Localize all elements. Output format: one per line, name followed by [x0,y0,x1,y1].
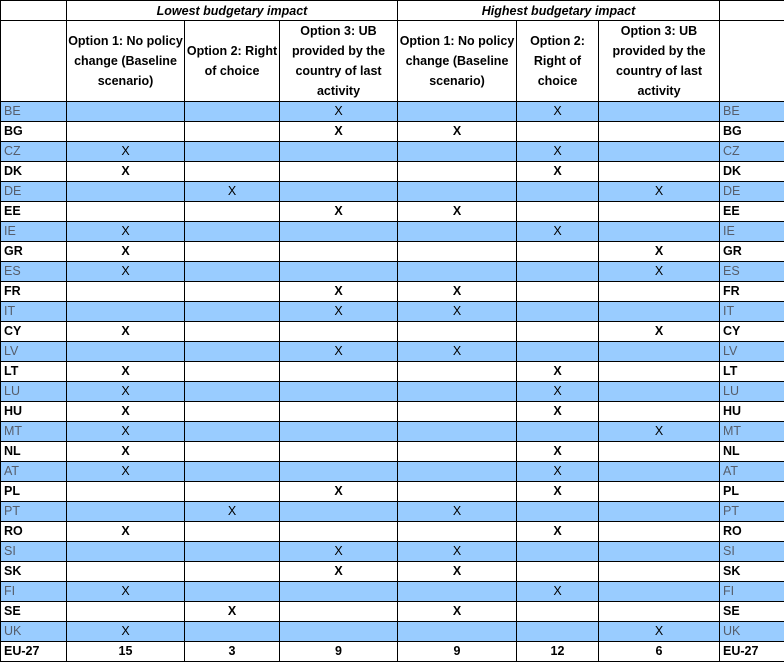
header-high-option-1: Option 1: No policy change (Baseline scenario) [398,21,517,102]
country-code-right: IT [720,302,784,322]
high-option-2-cell: X [517,462,599,482]
country-code-right: NL [720,442,784,462]
high-option-1-cell [398,242,517,262]
high-option-2-cell [517,342,599,362]
table-row [1,282,784,302]
corner-cell-right [720,1,784,21]
table-body [1,102,784,662]
high-option-2-cell: X [517,162,599,182]
low-option-3-cell [280,222,398,242]
country-code-left: SE [1,602,67,622]
high-option-2-cell: X [517,482,599,502]
high-option-2-cell [517,242,599,262]
high-option-2-cell: X [517,362,599,382]
low-option-2-cell [185,222,280,242]
low-option-2-cell: X [185,602,280,622]
high-option-3-cell [599,522,720,542]
low-option-1-cell: X [67,382,185,402]
low-option-2-cell [185,462,280,482]
table-row [1,102,784,122]
high-option-3-cell [599,542,720,562]
low-option-3-cell [280,442,398,462]
low-option-1-cell [67,182,185,202]
high-option-3-cell [599,502,720,522]
high-option-1-cell: X [398,342,517,362]
high-option-1-cell: X [398,122,517,142]
high-option-1-cell [398,442,517,462]
table-row [1,182,784,202]
high-option-2-cell: X [517,142,599,162]
header-high-option-2: Option 2: Right of choice [517,21,599,102]
table-row [1,622,784,642]
high-option-3-cell: X [599,182,720,202]
country-code-left: IT [1,302,67,322]
low-option-3-cell: X [280,542,398,562]
corner-cell-left [1,1,67,21]
low-option-1-cell [67,542,185,562]
country-code-right: ES [720,262,784,282]
high-option-3-cell: X [599,422,720,442]
low-option-1-cell: X [67,422,185,442]
high-option-2-cell: X [517,522,599,542]
country-code-left: FR [1,282,67,302]
high-option-1-cell [398,262,517,282]
low-option-1-cell [67,482,185,502]
low-option-2-cell [185,322,280,342]
table-row [1,582,784,602]
high-option-1-cell: X [398,202,517,222]
high-option-2-cell [517,502,599,522]
low-option-2-cell [185,422,280,442]
high-option-1-cell [398,422,517,442]
high-option-1-cell [398,482,517,502]
country-code-right: PL [720,482,784,502]
low-option-1-cell: X [67,622,185,642]
low-option-3-cell [280,462,398,482]
high-option-1-cell [398,142,517,162]
table-row [1,402,784,422]
low-option-2-cell [185,562,280,582]
low-option-3-cell: X [280,562,398,582]
country-code-left: SK [1,562,67,582]
high-option-2-cell [517,302,599,322]
table-row [1,542,784,562]
country-code-right: SI [720,542,784,562]
high-option-1-cell [398,522,517,542]
low-option-2-cell [185,202,280,222]
total-row [1,642,784,662]
low-option-2-cell [185,402,280,422]
total-high-option-3: 6 [599,642,720,662]
high-option-1-cell [398,182,517,202]
low-option-3-cell: X [280,122,398,142]
low-option-3-cell [280,322,398,342]
low-option-1-cell: X [67,522,185,542]
country-code-left: LV [1,342,67,362]
country-code-left: UK [1,622,67,642]
high-option-3-cell [599,122,720,142]
country-code-right: UK [720,622,784,642]
table-row [1,442,784,462]
table-row [1,382,784,402]
country-code-left: PT [1,502,67,522]
option-header-row [1,21,784,102]
low-option-1-cell: X [67,402,185,422]
low-option-3-cell: X [280,482,398,502]
high-option-2-cell [517,282,599,302]
country-code-left: PL [1,482,67,502]
country-code-left: MT [1,422,67,442]
table-row [1,502,784,522]
low-option-2-cell [185,482,280,502]
high-option-2-cell [517,262,599,282]
low-option-2-cell: X [185,182,280,202]
country-code-left: DE [1,182,67,202]
low-option-3-cell [280,522,398,542]
high-option-2-cell: X [517,382,599,402]
country-code-right: LV [720,342,784,362]
high-option-3-cell [599,342,720,362]
country-code-right: IE [720,222,784,242]
country-code-right: LU [720,382,784,402]
high-option-3-cell [599,302,720,322]
country-code-right: MT [720,422,784,442]
table-row [1,122,784,142]
low-option-3-cell [280,422,398,442]
low-option-2-cell [185,162,280,182]
country-code-right: RO [720,522,784,542]
high-option-3-cell [599,582,720,602]
high-option-1-cell [398,622,517,642]
country-code-right: FI [720,582,784,602]
low-option-3-cell [280,582,398,602]
high-option-2-cell [517,422,599,442]
low-option-1-cell: X [67,322,185,342]
low-option-1-cell: X [67,442,185,462]
country-code-left: SI [1,542,67,562]
high-option-3-cell: X [599,322,720,342]
low-option-3-cell [280,402,398,422]
high-option-1-cell [398,102,517,122]
high-option-3-cell [599,362,720,382]
low-option-1-cell [67,502,185,522]
low-option-2-cell [185,262,280,282]
high-option-2-cell [517,622,599,642]
high-option-1-cell [398,582,517,602]
low-option-3-cell [280,182,398,202]
country-code-right: LT [720,362,784,382]
low-option-3-cell: X [280,202,398,222]
high-option-3-cell: X [599,622,720,642]
country-code-left: EE [1,202,67,222]
country-code-left: GR [1,242,67,262]
low-option-1-cell [67,102,185,122]
low-option-1-cell [67,602,185,622]
low-option-2-cell [185,362,280,382]
high-option-2-cell [517,322,599,342]
high-option-3-cell [599,602,720,622]
table-row [1,162,784,182]
low-option-1-cell: X [67,582,185,602]
high-option-1-cell [398,322,517,342]
low-option-3-cell: X [280,302,398,322]
table-row [1,302,784,322]
total-label-left: EU-27 [1,642,67,662]
header-blank-left [1,21,67,102]
table-row [1,482,784,502]
low-option-2-cell [185,382,280,402]
low-option-2-cell [185,522,280,542]
group-highest-budgetary-impact: Highest budgetary impact [398,1,720,21]
high-option-2-cell: X [517,442,599,462]
country-code-right: DK [720,162,784,182]
country-code-right: CY [720,322,784,342]
high-option-1-cell [398,462,517,482]
group-lowest-budgetary-impact: Lowest budgetary impact [67,1,398,21]
low-option-2-cell [185,302,280,322]
low-option-1-cell: X [67,222,185,242]
country-code-left: CY [1,322,67,342]
low-option-2-cell [185,582,280,602]
low-option-2-cell: X [185,502,280,522]
header-blank-right [720,21,784,102]
high-option-1-cell [398,362,517,382]
total-low-option-1: 15 [67,642,185,662]
low-option-1-cell [67,282,185,302]
high-option-2-cell: X [517,402,599,422]
table-row [1,562,784,582]
low-option-1-cell: X [67,162,185,182]
high-option-3-cell [599,562,720,582]
table-row [1,362,784,382]
low-option-1-cell: X [67,142,185,162]
country-code-right: SE [720,602,784,622]
high-option-2-cell [517,202,599,222]
high-option-1-cell: X [398,602,517,622]
country-code-right: SK [720,562,784,582]
low-option-1-cell: X [67,242,185,262]
high-option-1-cell [398,222,517,242]
country-code-left: RO [1,522,67,542]
country-code-left: CZ [1,142,67,162]
high-option-1-cell: X [398,502,517,522]
header-low-option-1: Option 1: No policy change (Baseline scenario) [67,21,185,102]
table-row [1,342,784,362]
low-option-3-cell [280,382,398,402]
table-row [1,522,784,542]
low-option-2-cell [185,542,280,562]
low-option-3-cell [280,602,398,622]
country-code-right: GR [720,242,784,262]
country-code-right: BG [720,122,784,142]
low-option-1-cell [67,122,185,142]
table-row [1,202,784,222]
low-option-3-cell [280,502,398,522]
country-code-left: NL [1,442,67,462]
country-code-left: FI [1,582,67,602]
country-code-right: AT [720,462,784,482]
high-option-3-cell [599,222,720,242]
low-option-3-cell [280,262,398,282]
high-option-2-cell [517,182,599,202]
high-option-3-cell [599,462,720,482]
high-option-1-cell: X [398,542,517,562]
country-code-right: PT [720,502,784,522]
header-low-option-2: Option 2: Right of choice [185,21,280,102]
high-option-2-cell: X [517,102,599,122]
country-code-left: LT [1,362,67,382]
low-option-1-cell [67,562,185,582]
total-high-option-1: 9 [398,642,517,662]
low-option-3-cell: X [280,282,398,302]
high-option-2-cell [517,602,599,622]
high-option-3-cell [599,442,720,462]
high-option-1-cell: X [398,282,517,302]
table-row [1,322,784,342]
high-option-3-cell [599,202,720,222]
high-option-2-cell: X [517,222,599,242]
high-option-3-cell [599,382,720,402]
table-row [1,142,784,162]
table-row [1,462,784,482]
low-option-3-cell: X [280,342,398,362]
country-code-right: DE [720,182,784,202]
table-row [1,222,784,242]
low-option-3-cell [280,142,398,162]
high-option-3-cell: X [599,262,720,282]
country-code-right: EE [720,202,784,222]
low-option-3-cell [280,162,398,182]
country-code-left: LU [1,382,67,402]
total-low-option-2: 3 [185,642,280,662]
high-option-3-cell [599,402,720,422]
low-option-1-cell [67,302,185,322]
high-option-2-cell [517,542,599,562]
low-option-1-cell: X [67,262,185,282]
low-option-2-cell [185,282,280,302]
country-code-left: ES [1,262,67,282]
country-code-left: AT [1,462,67,482]
country-code-right: HU [720,402,784,422]
high-option-3-cell: X [599,242,720,262]
country-code-left: BG [1,122,67,142]
total-low-option-3: 9 [280,642,398,662]
low-option-2-cell [185,342,280,362]
table-row [1,242,784,262]
country-code-left: HU [1,402,67,422]
low-option-3-cell [280,242,398,262]
total-high-option-2: 12 [517,642,599,662]
low-option-3-cell [280,622,398,642]
low-option-1-cell: X [67,462,185,482]
total-label-right: EU-27 [720,642,784,662]
country-code-right: FR [720,282,784,302]
header-low-option-3: Option 3: UB provided by the country of last activity [280,21,398,102]
high-option-3-cell [599,142,720,162]
high-option-2-cell [517,562,599,582]
high-option-1-cell: X [398,562,517,582]
low-option-3-cell [280,362,398,382]
country-code-left: DK [1,162,67,182]
high-option-2-cell [517,122,599,142]
low-option-1-cell [67,202,185,222]
header-high-option-3: Option 3: UB provided by the country of last activity [599,21,720,102]
low-option-2-cell [185,242,280,262]
table-row [1,602,784,622]
high-option-3-cell [599,482,720,502]
high-option-1-cell [398,162,517,182]
country-code-left: BE [1,102,67,122]
high-option-3-cell [599,102,720,122]
low-option-1-cell: X [67,362,185,382]
country-code-right: BE [720,102,784,122]
table-row [1,262,784,282]
low-option-2-cell [185,102,280,122]
low-option-1-cell [67,342,185,362]
high-option-2-cell: X [517,582,599,602]
group-header-row [1,1,784,21]
low-option-2-cell [185,622,280,642]
high-option-1-cell [398,382,517,402]
high-option-1-cell [398,402,517,422]
low-option-3-cell: X [280,102,398,122]
high-option-3-cell [599,282,720,302]
high-option-1-cell: X [398,302,517,322]
low-option-2-cell [185,122,280,142]
high-option-3-cell [599,162,720,182]
table-row [1,422,784,442]
country-code-left: IE [1,222,67,242]
low-option-2-cell [185,142,280,162]
country-code-right: CZ [720,142,784,162]
low-option-2-cell [185,442,280,462]
